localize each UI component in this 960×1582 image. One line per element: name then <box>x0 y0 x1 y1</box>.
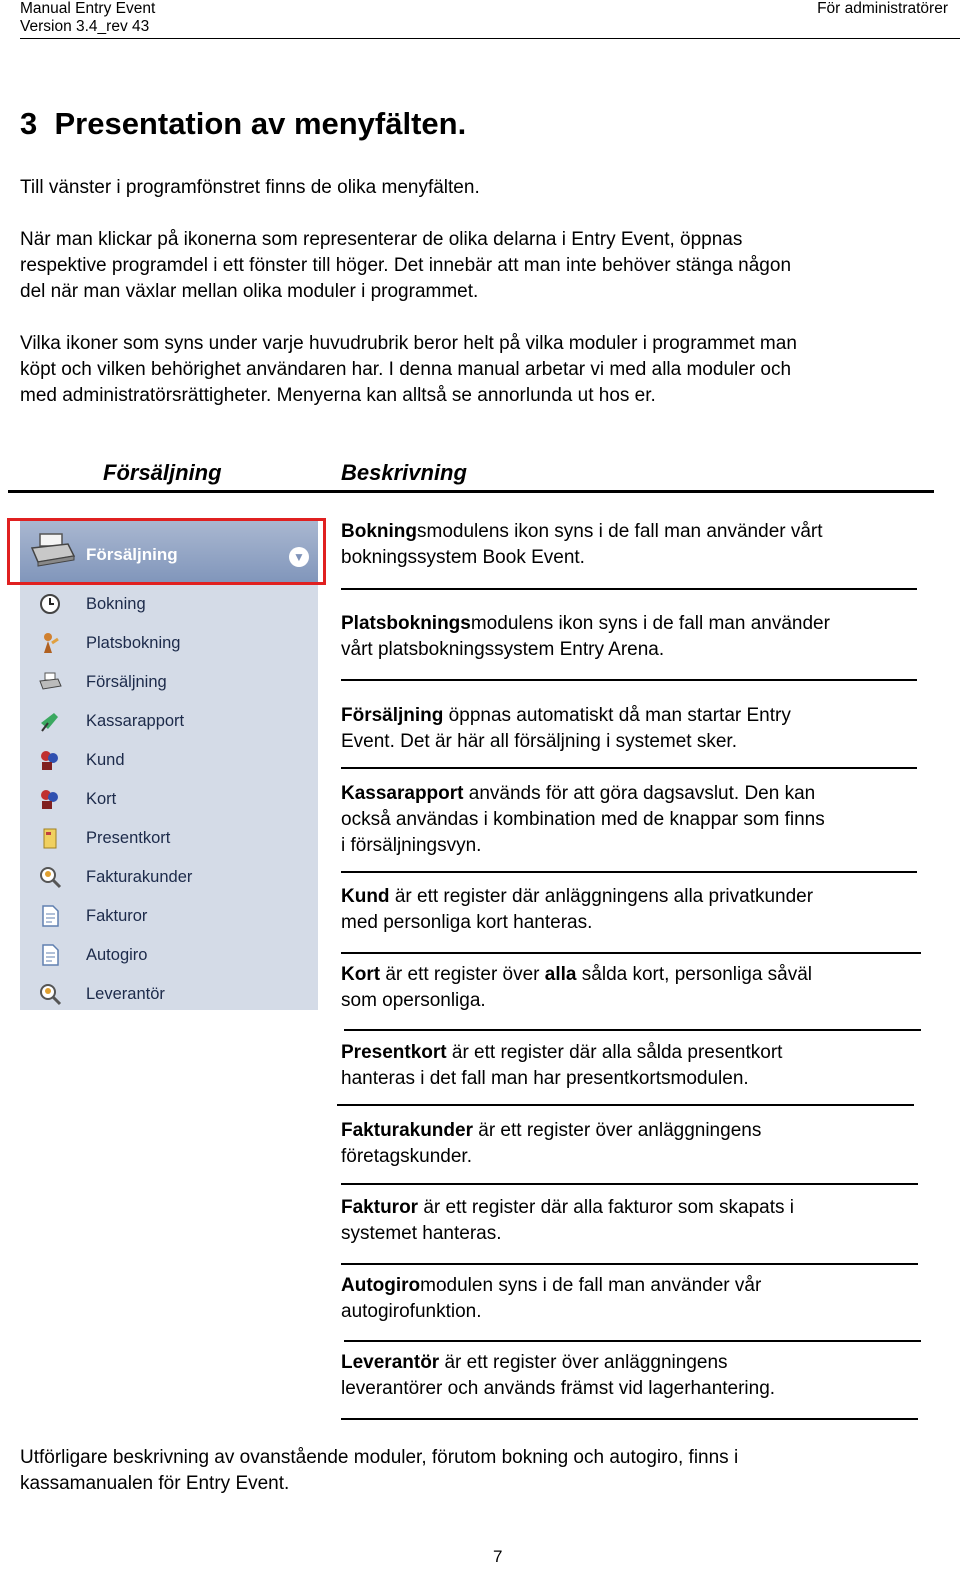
desc-kort: Kort är ett register över alla sålda kort, personliga såväl som opersonliga. <box>341 964 813 1011</box>
menu-item-label: Presentkort <box>86 829 171 847</box>
row-divider <box>344 1340 921 1342</box>
row-divider <box>341 679 917 681</box>
doc-title: Manual Entry Event <box>20 0 156 17</box>
column-header-beskrivning: Beskrivning <box>341 460 467 485</box>
paragraph-3-line: Vilka ikoner som syns under varje huvudrubrik beror helt på vilka moduler i programmet man <box>20 333 797 354</box>
menu-item-label: Fakturakunder <box>86 868 193 886</box>
menu-panel <box>20 520 318 1010</box>
menu-item-kund[interactable] <box>20 741 318 779</box>
menu-item-platsbokning[interactable] <box>20 624 318 662</box>
menu-item-presentkort[interactable] <box>20 819 318 857</box>
menu-item-fakturakunder[interactable] <box>20 858 318 896</box>
gift-card-icon <box>38 826 62 850</box>
paragraph-2 <box>20 227 791 305</box>
page-number: 7 <box>493 1547 503 1566</box>
desc-platsbokning: Platsbokningsmodulens ikon syns i de fall man använder vårt platsbokningssystem Entry Arena. <box>341 613 830 660</box>
row-divider <box>341 1183 918 1185</box>
search-person-icon <box>38 865 62 889</box>
row-divider <box>341 1263 918 1265</box>
row-divider <box>341 871 917 873</box>
footer-line: Utförligare beskrivning av ovanstående moduler, förutom bokning och autogiro, finns i <box>20 1447 739 1468</box>
menu-item-autogiro[interactable] <box>20 936 318 974</box>
header-rule <box>20 38 960 39</box>
section-heading: 3 Presentation av menyfälten. <box>20 106 467 141</box>
person-pin-icon <box>38 631 62 655</box>
menu-item-leverantor[interactable] <box>20 975 318 1013</box>
users-icon <box>38 748 62 772</box>
row-divider <box>341 1418 918 1420</box>
row-divider <box>344 1029 921 1031</box>
desc-presentkort: Presentkort är ett register där alla sålda presentkort hanteras i det fall man har presentkortsmodulen. <box>341 1042 783 1089</box>
menu-item-label: Kund <box>86 751 125 769</box>
chevron-down-icon[interactable]: ▼ <box>289 547 309 567</box>
footer-paragraph <box>20 1445 738 1497</box>
row-divider <box>341 767 917 769</box>
desc-forsaljning: Försäljning öppnas automatiskt då man startar Entry Event. Det är här all försäljning i systemet sker. <box>341 705 791 752</box>
footer-line: kassamanualen för Entry Event. <box>20 1473 290 1494</box>
highlight-box <box>7 518 326 585</box>
menu-item-kassarapport[interactable] <box>20 702 318 740</box>
intro-paragraph: Till vänster i programfönstret finns de olika menyfälten. <box>20 177 480 198</box>
menu-item-label: Autogiro <box>86 946 148 964</box>
desc-kund: Kund är ett register där anläggningens alla privatkunder med personliga kort hanteras. <box>341 886 814 933</box>
paragraph-2-line: del när man växlar mellan olika moduler i programmet. <box>20 281 479 302</box>
desc-kassarapport: Kassarapport används för att göra dagsavslut. Den kan också användas i kombination med de knappar som finns i försäljningsvyn. <box>341 783 825 856</box>
search-person-icon <box>38 982 62 1006</box>
menu-item-bokning[interactable] <box>20 585 318 623</box>
desc-fakturor: Fakturor är ett register där alla fakturor som skapats i systemet hanteras. <box>341 1197 795 1244</box>
paragraph-2-line: respektive programdel i ett fönster till höger. Det innebär att man inte behöver stänga någon <box>20 255 792 276</box>
menu-item-label: Bokning <box>86 595 146 613</box>
desc-leverantor: Leverantör är ett register över anläggningens leverantörer och används främst vid lagerhantering. <box>341 1352 776 1399</box>
menu-item-label: Kassarapport <box>86 712 185 730</box>
menu-item-label: Fakturor <box>86 907 148 925</box>
row-divider <box>341 588 917 590</box>
menu-item-kort[interactable] <box>20 780 318 818</box>
document-icon <box>38 943 62 967</box>
users-icon <box>38 787 62 811</box>
desc-fakturakunder: Fakturakunder är ett register över anläggningens företagskunder. <box>341 1120 762 1167</box>
menu-item-label: Platsbokning <box>86 634 181 652</box>
paragraph-3 <box>20 331 797 409</box>
doc-audience: För administratörer <box>817 0 948 17</box>
paragraph-2-line: När man klickar på ikonerna som representerar de olika delarna i Entry Event, öppnas <box>20 229 743 250</box>
paragraph-3-line: köpt och vilken behörighet användaren har. I denna manual arbetar vi med alla moduler och <box>20 359 792 380</box>
menu-item-label: Leverantör <box>86 985 165 1003</box>
menu-item-label: Försäljning <box>86 673 167 691</box>
row-divider <box>341 952 921 954</box>
table-header-rule <box>8 490 934 493</box>
printer-icon <box>38 670 62 694</box>
menu-item-forsaljning[interactable] <box>20 663 318 701</box>
menu-item-label: Kort <box>86 790 117 808</box>
doc-version: Version 3.4_rev 43 <box>20 18 150 35</box>
document-icon <box>38 904 62 928</box>
desc-bokning: Bokningsmodulens ikon syns i de fall man använder vårt bokningssystem Book Event. <box>341 521 823 568</box>
menu-panel-title: Försäljning <box>86 545 178 564</box>
clock-icon <box>38 592 62 616</box>
column-header-forsaljning: Försäljning <box>103 460 222 485</box>
desc-autogiro: Autogiromodulen syns i de fall man använder vår autogirofunktion. <box>341 1275 762 1322</box>
row-divider <box>337 1104 914 1106</box>
menu-item-fakturor[interactable] <box>20 897 318 935</box>
pin-icon <box>38 709 62 733</box>
paragraph-3-line: med administratörsrättigheter. Menyerna kan alltså se annorlunda ut hos er. <box>20 385 656 406</box>
